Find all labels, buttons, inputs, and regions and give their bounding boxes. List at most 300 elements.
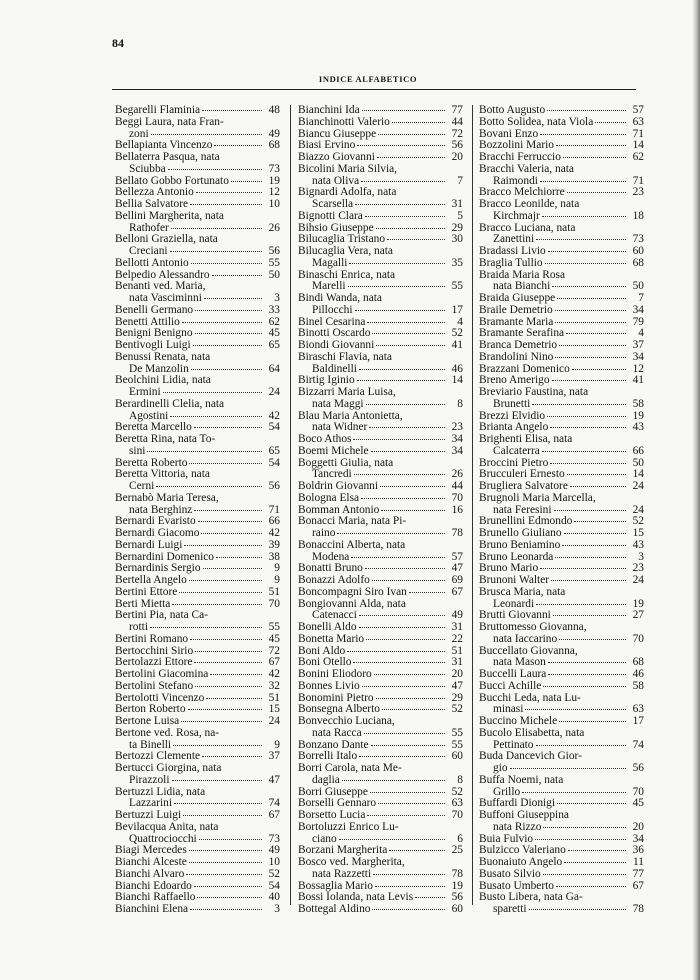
entry-page-number: 79 bbox=[632, 315, 644, 328]
entry-page-number: 60 bbox=[451, 750, 463, 763]
index-entry bbox=[115, 352, 280, 376]
entry-name: Bovani Enzo bbox=[479, 127, 539, 140]
entry-name: Bernabò Maria Teresa, bbox=[115, 491, 219, 504]
index-entry bbox=[115, 787, 280, 811]
dot-leader bbox=[552, 380, 626, 381]
dot-leader bbox=[380, 486, 445, 487]
dot-leader bbox=[555, 322, 626, 323]
entry-page-number: 32 bbox=[268, 679, 280, 692]
dot-leader bbox=[195, 333, 262, 334]
dot-leader bbox=[557, 298, 626, 299]
entry-name: Botto Augusto bbox=[479, 104, 546, 116]
entry-page-number: 68 bbox=[632, 656, 644, 669]
entry-page-number: 15 bbox=[632, 527, 644, 539]
header-rule bbox=[112, 89, 636, 90]
entry-page-number: 4 bbox=[638, 327, 644, 340]
entry-name: Cerni bbox=[129, 480, 155, 492]
entry-name: Bosco ved. Margherita, bbox=[298, 856, 405, 868]
entry-page-number: 60 bbox=[632, 245, 644, 257]
dot-leader bbox=[203, 568, 262, 569]
index-entry bbox=[115, 211, 280, 235]
dot-leader bbox=[409, 592, 445, 593]
dot-leader bbox=[536, 604, 626, 605]
index-entry bbox=[298, 387, 463, 411]
entry-name: Bonini Eliodoro bbox=[298, 668, 372, 680]
entry-name: Buffardi Dionigi bbox=[479, 797, 556, 810]
entry-name: Branca Demetrio bbox=[479, 339, 558, 351]
entry-line bbox=[479, 352, 644, 364]
entry-name: Berardinelli Clelia, nata bbox=[115, 397, 225, 410]
entry-name: Brunello Giuliano bbox=[479, 527, 562, 539]
index-entry bbox=[115, 587, 280, 599]
dot-leader bbox=[545, 263, 626, 264]
index-entry bbox=[479, 587, 644, 611]
entry-page-number: 67 bbox=[451, 585, 463, 598]
entry-continuation-line bbox=[479, 399, 644, 411]
index-entry bbox=[298, 622, 463, 634]
index-entry bbox=[479, 223, 644, 247]
entry-name: Bradassi Livio bbox=[479, 245, 546, 257]
dot-leader bbox=[362, 110, 445, 111]
index-entry bbox=[479, 105, 644, 117]
entry-page-number: 20 bbox=[451, 151, 463, 163]
dot-leader bbox=[378, 134, 445, 135]
dot-leader bbox=[535, 839, 626, 840]
index-entry bbox=[479, 646, 644, 670]
dot-leader bbox=[349, 263, 445, 264]
dot-leader bbox=[173, 745, 262, 746]
index-entry bbox=[479, 270, 644, 294]
dot-leader bbox=[181, 721, 262, 722]
entry-page-number: 70 bbox=[268, 597, 280, 610]
dot-leader bbox=[522, 792, 626, 793]
dot-leader bbox=[371, 451, 445, 452]
entry-page-number: 8 bbox=[457, 773, 463, 786]
index-entry bbox=[298, 681, 463, 693]
index-entry bbox=[115, 434, 280, 458]
entry-name: Bramante Serafina bbox=[479, 327, 565, 340]
entry-name: Bellia Salvatore bbox=[115, 198, 189, 210]
entry-page-number: 19 bbox=[632, 597, 644, 610]
entry-name: nata Mason bbox=[493, 656, 546, 669]
entry-name: Bongiovanni Alda, nata bbox=[298, 597, 406, 610]
entry-page-number: 71 bbox=[632, 127, 644, 140]
dot-leader bbox=[377, 157, 445, 158]
entry-name: Calcaterra bbox=[493, 444, 540, 457]
entry-line bbox=[298, 293, 463, 305]
entry-page-number: 31 bbox=[451, 656, 463, 669]
entry-page-number: 47 bbox=[268, 773, 280, 786]
index-entry bbox=[115, 763, 280, 787]
index-entry bbox=[298, 270, 463, 294]
entry-line bbox=[298, 575, 463, 587]
entry-line bbox=[298, 493, 463, 505]
entry-line bbox=[298, 387, 463, 399]
entry-page-number: 34 bbox=[632, 350, 644, 363]
index-entry bbox=[298, 117, 463, 129]
entry-line bbox=[115, 540, 280, 552]
dot-leader bbox=[559, 345, 626, 346]
entry-name: Blau Maria Antonietta, bbox=[298, 409, 403, 422]
entry-continuation-line bbox=[479, 446, 644, 458]
entry-name: Benelli Germano bbox=[115, 303, 194, 316]
dot-leader bbox=[361, 498, 445, 499]
entry-page-number: 66 bbox=[268, 515, 280, 528]
dot-leader bbox=[202, 756, 262, 757]
entry-page-number: 51 bbox=[268, 691, 280, 704]
entry-name: Bracco Luciana, nata bbox=[479, 221, 576, 234]
entry-line bbox=[115, 822, 280, 834]
entry-line bbox=[479, 246, 644, 258]
entry-line bbox=[115, 352, 280, 364]
entry-name: Bianchi Edoardo bbox=[115, 879, 192, 892]
dot-leader bbox=[415, 897, 445, 898]
index-entry bbox=[479, 575, 644, 587]
entry-page-number: 30 bbox=[451, 233, 463, 246]
entry-name: Bellapianta Vincenzo bbox=[115, 139, 213, 152]
entry-name: Bernardinis Sergio bbox=[115, 562, 201, 575]
dot-leader bbox=[171, 228, 262, 229]
dot-leader bbox=[357, 380, 445, 381]
entry-page-number: 74 bbox=[632, 738, 644, 751]
entry-page-number: 36 bbox=[632, 844, 644, 857]
entry-name: nata Vasciminni bbox=[129, 292, 202, 304]
dot-leader bbox=[566, 333, 626, 334]
entry-page-number: 34 bbox=[451, 433, 463, 445]
entry-name: Bruno Beniamino bbox=[479, 538, 561, 551]
entry-name: Biagi Mercedes bbox=[115, 844, 187, 857]
entry-page-number: 58 bbox=[632, 397, 644, 410]
entry-page-number: 14 bbox=[451, 374, 463, 387]
entry-continuation-line bbox=[298, 399, 463, 411]
entry-continuation-line bbox=[298, 258, 463, 270]
index-entry bbox=[479, 493, 644, 517]
dot-leader bbox=[216, 557, 262, 558]
entry-page-number: 49 bbox=[268, 844, 280, 857]
entry-name: Braida Giuseppe bbox=[479, 292, 556, 304]
entry-name: Bianchi Alceste bbox=[115, 856, 187, 868]
entry-page-number: 60 bbox=[451, 903, 463, 915]
entry-name: minasi bbox=[493, 703, 524, 716]
dot-leader bbox=[359, 627, 445, 628]
entry-name: Brugliera Salvatore bbox=[479, 480, 568, 492]
entry-name: Quattrociocchi bbox=[129, 832, 197, 845]
entry-continuation-line bbox=[298, 775, 463, 787]
entry-page-number: 71 bbox=[268, 503, 280, 516]
index-entry bbox=[115, 681, 280, 693]
dot-leader bbox=[367, 322, 445, 323]
entry-continuation-line bbox=[479, 763, 644, 775]
entry-line bbox=[115, 434, 280, 446]
entry-name: nata Widner bbox=[312, 421, 368, 434]
index-entry bbox=[298, 599, 463, 623]
entry-name: Bertuzzi Lidia, nata bbox=[115, 785, 206, 798]
entry-page-number: 37 bbox=[268, 750, 280, 763]
index-entry bbox=[479, 681, 644, 693]
index-entry bbox=[115, 904, 280, 916]
entry-line bbox=[479, 164, 644, 176]
entry-line bbox=[298, 352, 463, 364]
entry-name: Bonazzi Adolfo bbox=[298, 574, 370, 586]
entry-name: Bomman Antonio bbox=[298, 503, 380, 516]
entry-name: Boni Otello bbox=[298, 656, 352, 669]
entry-page-number: 65 bbox=[268, 444, 280, 457]
entry-name: Bonsegna Alberto bbox=[298, 703, 380, 716]
entry-name: Busto Libera, nata Ga- bbox=[479, 891, 583, 904]
entry-name: Bellato Gobbo Fortunato bbox=[115, 174, 229, 187]
entry-page-number: 24 bbox=[268, 386, 280, 398]
dot-leader bbox=[556, 886, 626, 887]
entry-page-number: 3 bbox=[638, 550, 644, 563]
entry-name: Beretta Vittoria, nata bbox=[115, 468, 210, 481]
entry-page-number: 46 bbox=[451, 362, 463, 375]
dot-leader bbox=[210, 674, 262, 675]
dot-leader bbox=[540, 134, 626, 135]
dot-leader bbox=[364, 733, 445, 734]
index-entry bbox=[298, 164, 463, 188]
entry-line bbox=[115, 340, 280, 352]
index-entry bbox=[115, 340, 280, 352]
index-entry bbox=[115, 105, 280, 117]
entry-line bbox=[115, 399, 280, 411]
index-entry bbox=[479, 622, 644, 646]
index-entry bbox=[298, 293, 463, 317]
index-entry bbox=[115, 528, 280, 540]
entry-name: Bianchi Alvaro bbox=[115, 867, 185, 880]
entry-name: Bruttomesso Giovanna, bbox=[479, 621, 587, 633]
dot-leader bbox=[556, 145, 626, 146]
dot-leader bbox=[529, 909, 626, 910]
entry-name: Buccelli Laura bbox=[479, 668, 547, 680]
entry-page-number: 58 bbox=[632, 679, 644, 692]
entry-name: Bonzano Dante bbox=[298, 738, 369, 751]
entry-line bbox=[115, 634, 280, 646]
entry-name: Braglia Tullio bbox=[479, 256, 543, 269]
entry-line bbox=[298, 822, 463, 834]
index-entry bbox=[298, 340, 463, 352]
index-entry bbox=[479, 117, 644, 129]
entry-name: zoni bbox=[129, 127, 149, 140]
entry-name: Bihsio Giuseppe bbox=[298, 221, 374, 234]
entry-page-number: 45 bbox=[632, 797, 644, 810]
entry-name: Belpedio Alessandro bbox=[115, 268, 210, 281]
dot-leader bbox=[353, 439, 445, 440]
entry-name: Creciani bbox=[129, 245, 168, 257]
entry-name: Agostini bbox=[129, 409, 169, 422]
entry-name: Bilucaglia Tristano bbox=[298, 233, 386, 246]
entry-page-number: 19 bbox=[268, 174, 280, 187]
dot-leader bbox=[370, 792, 445, 793]
dot-leader bbox=[559, 721, 626, 722]
index-entry bbox=[298, 763, 463, 787]
index-entry bbox=[479, 669, 644, 681]
entry-name: Bicolini Maria Silvia, bbox=[298, 162, 398, 175]
dot-leader bbox=[570, 486, 626, 487]
index-entry bbox=[298, 810, 463, 822]
index-entry bbox=[479, 352, 644, 364]
entry-line bbox=[298, 164, 463, 176]
entry-line bbox=[115, 305, 280, 317]
dot-leader bbox=[195, 651, 262, 652]
entry-page-number: 33 bbox=[268, 303, 280, 316]
entry-name: Grillo bbox=[493, 785, 521, 798]
dot-leader bbox=[194, 662, 262, 663]
entry-continuation-line bbox=[298, 728, 463, 740]
entry-page-number: 9 bbox=[274, 738, 280, 751]
index-entry bbox=[115, 199, 280, 211]
page-edge-shadow bbox=[692, 0, 700, 980]
entry-page-number: 67 bbox=[268, 656, 280, 669]
entry-name: Bertolini Giacomina bbox=[115, 668, 209, 680]
entry-name: Bertuzzi Luigi bbox=[115, 809, 182, 821]
entry-page-number: 31 bbox=[451, 621, 463, 633]
entry-continuation-line bbox=[115, 164, 280, 176]
entry-line bbox=[115, 763, 280, 775]
entry-page-number: 42 bbox=[268, 409, 280, 422]
index-entry bbox=[115, 493, 280, 517]
dot-leader bbox=[373, 874, 445, 875]
entry-continuation-line bbox=[115, 293, 280, 305]
entry-page-number: 23 bbox=[451, 421, 463, 434]
dot-leader bbox=[372, 333, 445, 334]
dot-leader bbox=[568, 850, 626, 851]
entry-name: Bracco Leonilde, nata bbox=[479, 198, 580, 210]
entry-page-number: 70 bbox=[632, 785, 644, 798]
entry-continuation-line bbox=[298, 869, 463, 881]
index-entry bbox=[115, 305, 280, 317]
index-entry bbox=[298, 211, 463, 223]
entry-name: Buonaiuto Angelo bbox=[479, 856, 563, 868]
dot-leader bbox=[172, 604, 262, 605]
entry-name: Brusca Maria, nata bbox=[479, 585, 566, 598]
dot-leader bbox=[550, 427, 626, 428]
index-entry bbox=[115, 469, 280, 493]
index-entry bbox=[115, 716, 280, 728]
entry-page-number: 9 bbox=[274, 574, 280, 586]
entry-page-number: 38 bbox=[268, 550, 280, 563]
dot-leader bbox=[372, 909, 445, 910]
entry-continuation-line bbox=[298, 528, 463, 540]
entry-name: Magalli bbox=[312, 256, 348, 269]
entry-name: Broccini Pietro bbox=[479, 456, 549, 469]
entry-name: Brianta Angelo bbox=[479, 421, 549, 434]
dot-leader bbox=[174, 803, 262, 804]
entry-continuation-line bbox=[115, 622, 280, 634]
entry-page-number: 52 bbox=[632, 515, 644, 528]
entry-name: Braida Maria Rosa bbox=[479, 268, 566, 281]
index-entry bbox=[115, 152, 280, 176]
entry-name: Bonvecchio Luciana, bbox=[298, 715, 395, 727]
entry-name: Begarelli Flaminia bbox=[115, 104, 201, 116]
entry-line bbox=[479, 575, 644, 587]
entry-name: Brunetti bbox=[493, 397, 531, 410]
entry-line bbox=[115, 117, 280, 129]
entry-page-number: 72 bbox=[268, 644, 280, 657]
index-entry bbox=[479, 246, 644, 258]
entry-page-number: 55 bbox=[268, 621, 280, 633]
entry-name: Bertini Ettore bbox=[115, 585, 178, 598]
entry-page-number: 14 bbox=[632, 139, 644, 152]
entry-line bbox=[115, 669, 280, 681]
entry-page-number: 29 bbox=[451, 221, 463, 234]
index-entry bbox=[479, 751, 644, 775]
entry-page-number: 12 bbox=[268, 186, 280, 199]
entry-name: Busato Silvio bbox=[479, 867, 541, 880]
entry-line bbox=[298, 446, 463, 458]
entry-page-number: 56 bbox=[451, 891, 463, 904]
entry-page-number: 11 bbox=[633, 856, 644, 868]
entry-name: Bertucci Giorgina, nata bbox=[115, 762, 222, 774]
dot-leader bbox=[382, 709, 445, 710]
index-entry bbox=[115, 634, 280, 646]
entry-name: Bianchi Raffaello bbox=[115, 891, 196, 904]
entry-page-number: 24 bbox=[632, 503, 644, 516]
entry-name: nata Feresini bbox=[493, 503, 552, 516]
dot-leader bbox=[190, 909, 262, 910]
entry-line bbox=[298, 246, 463, 258]
entry-page-number: 56 bbox=[268, 245, 280, 257]
entry-page-number: 52 bbox=[451, 327, 463, 340]
entry-page-number: 47 bbox=[451, 679, 463, 692]
entry-name: Boemi Michele bbox=[298, 444, 369, 457]
entry-line bbox=[479, 293, 644, 305]
entry-name: Zanettini bbox=[493, 233, 535, 246]
entry-name: Borzani Margherita bbox=[298, 844, 388, 857]
entry-name: Bizzarri Maria Luisa, bbox=[298, 386, 396, 398]
entry-line bbox=[479, 775, 644, 787]
dot-leader bbox=[170, 251, 262, 252]
dot-leader bbox=[572, 369, 626, 370]
index-entry bbox=[298, 411, 463, 435]
entry-line bbox=[298, 481, 463, 493]
entry-page-number: 42 bbox=[268, 668, 280, 680]
index-entry bbox=[298, 246, 463, 270]
dot-leader bbox=[366, 639, 445, 640]
dot-leader bbox=[170, 416, 262, 417]
index-entry bbox=[115, 728, 280, 752]
entry-name: sini bbox=[129, 444, 146, 457]
entry-name: Bertone ved. Rosa, na- bbox=[115, 726, 220, 739]
entry-page-number: 55 bbox=[451, 726, 463, 739]
entry-page-number: 70 bbox=[632, 632, 644, 645]
entry-line bbox=[479, 434, 644, 446]
dot-leader bbox=[366, 404, 445, 405]
entry-name: Bracchi Ferruccio bbox=[479, 151, 561, 163]
dot-leader bbox=[342, 780, 445, 781]
entry-name: Biancu Giuseppe bbox=[298, 127, 377, 140]
dot-leader bbox=[179, 592, 262, 593]
running-head: INDICE ALFABETICO bbox=[318, 74, 418, 84]
entry-continuation-line bbox=[479, 904, 644, 916]
index-entry bbox=[115, 822, 280, 846]
index-entry bbox=[115, 575, 280, 587]
entry-continuation-line bbox=[115, 246, 280, 258]
entry-name: Boncompagni Siro Ivan bbox=[298, 585, 407, 598]
entry-page-number: 73 bbox=[632, 233, 644, 246]
index-entry bbox=[479, 293, 644, 305]
dot-leader bbox=[212, 275, 262, 276]
dot-leader bbox=[548, 674, 626, 675]
dot-leader bbox=[548, 251, 626, 252]
index-entry bbox=[298, 575, 463, 587]
dot-leader bbox=[547, 416, 626, 417]
index-entry bbox=[115, 810, 280, 822]
entry-page-number: 52 bbox=[451, 785, 463, 798]
entry-line bbox=[115, 716, 280, 728]
index-entry bbox=[115, 375, 280, 399]
entry-name: Bertolini Stefano bbox=[115, 679, 194, 692]
entry-page-number: 70 bbox=[451, 491, 463, 504]
